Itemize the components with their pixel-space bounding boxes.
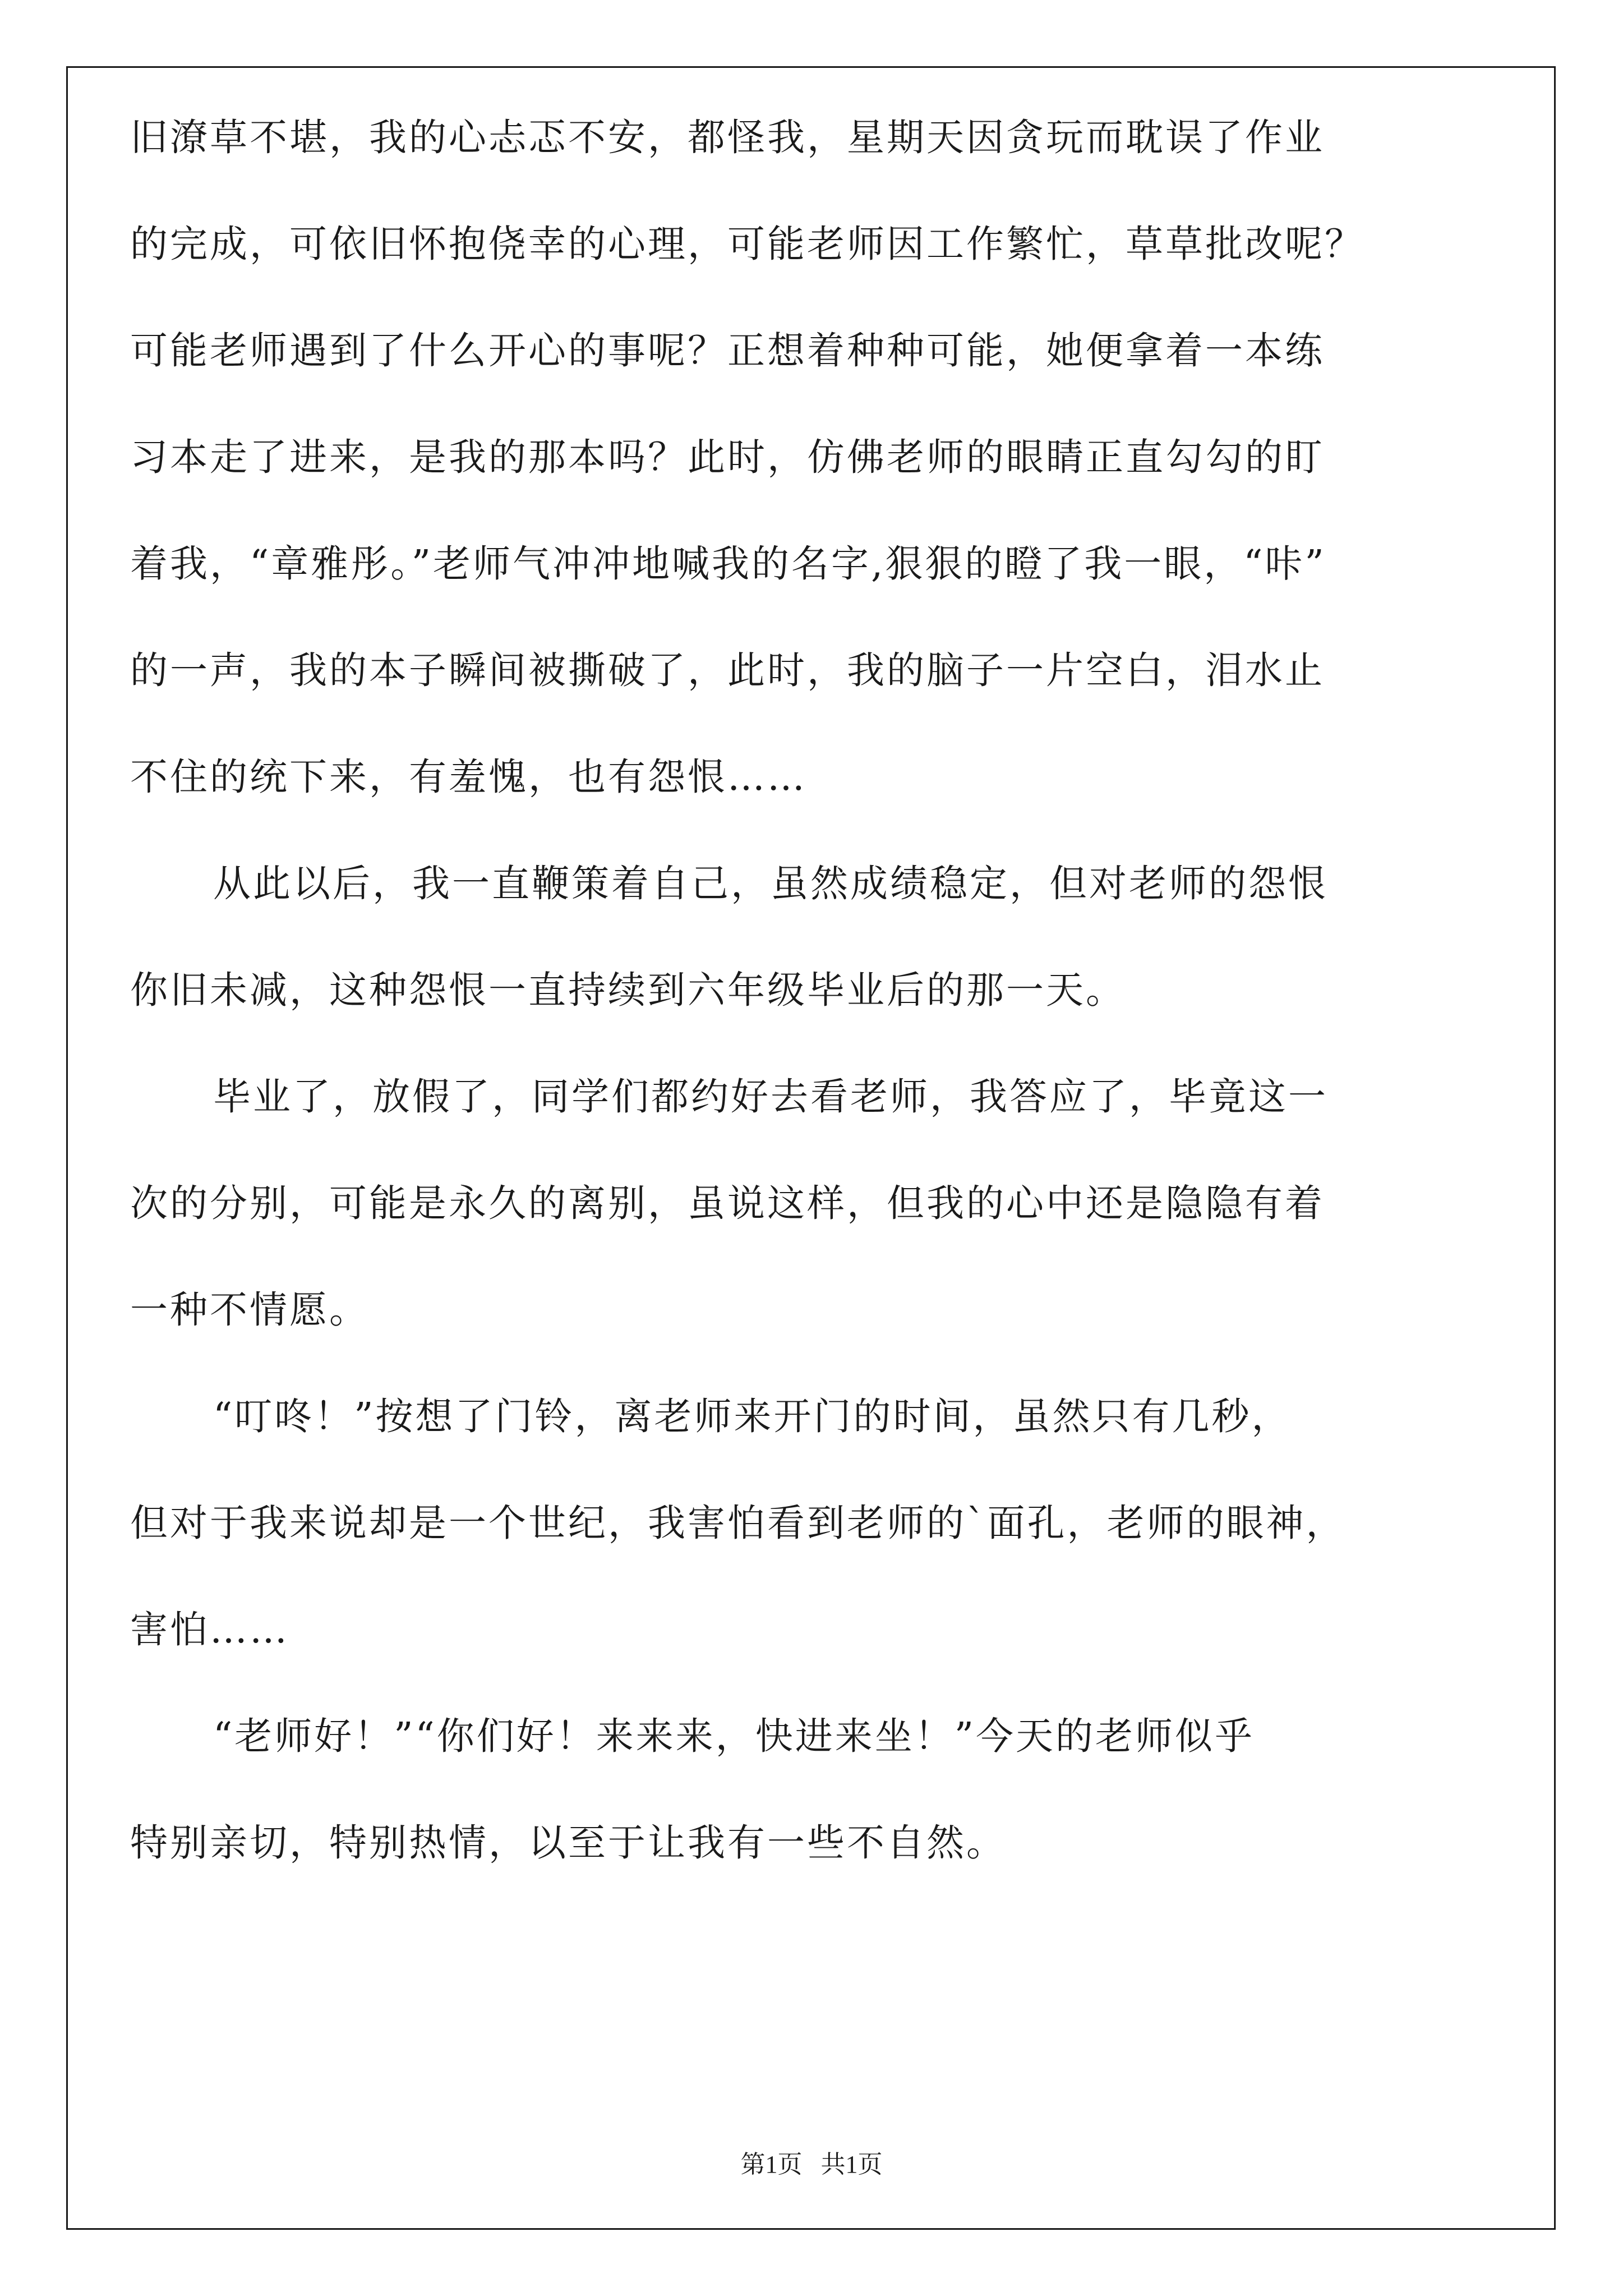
text-line: 次的分别，可能是永久的离别，虽说这样，但我的心中还是隐隐有着: [130, 1181, 1325, 1225]
text-line: 着我，“章雅彤。”老师气冲冲地喊我的名字,狠狠的瞪了我一眼，“咔”: [130, 542, 1326, 586]
paragraph-first-line: 从此以后，我一直鞭策着自己，虽然成绩稳定，但对老师的怨恨: [213, 862, 1328, 905]
page-number-footer: 第1页 共1页: [740, 2151, 883, 2178]
text-line: 害怕……: [130, 1608, 289, 1651]
text-line: 但对于我来说却是一个世纪，我害怕看到老师的`面孔，老师的眼神，: [130, 1501, 1346, 1545]
paragraph-first-line: “叮咚！”按想了门铃，离老师来开门的时间，虽然只有几秒，: [213, 1395, 1292, 1438]
paragraph-first-line: “老师好！”“你们好！来来来，快进来坐！”今天的老师似乎: [213, 1714, 1255, 1758]
text-line: 可能老师遇到了什么开心的事呢？正想着种种可能，她便拿着一本练: [130, 329, 1325, 372]
text-line: 特别亲切，特别热情，以至于让我有一些不自然。: [130, 1821, 1006, 1865]
text-line: 不住的统下来，有羞愧，也有怨恨……: [130, 755, 807, 799]
document-body: [130, 84, 1487, 1896]
text-line: 一种不情愿。: [130, 1288, 369, 1332]
text-line: 旧潦草不堪，我的心忐忑不安，都怪我，星期天因贪玩而耽误了作业: [130, 116, 1325, 159]
text-line: 的一声，我的本子瞬间被撕破了，此时，我的脑子一片空白，泪水止: [130, 648, 1325, 692]
text-line: 的完成，可依旧怀抱侥幸的心理，可能老师因工作繁忙，草草批改呢？: [130, 222, 1364, 266]
text-line: 习本走了进来，是我的那本吗？此时，仿佛老师的眼睛正直勾勾的盯: [130, 435, 1325, 479]
paragraph-first-line: 毕业了，放假了，同学们都约好去看老师，我答应了，毕竟这一: [213, 1075, 1328, 1119]
text-line: 你旧未减，这种怨恨一直持续到六年级毕业后的那一天。: [130, 968, 1126, 1012]
